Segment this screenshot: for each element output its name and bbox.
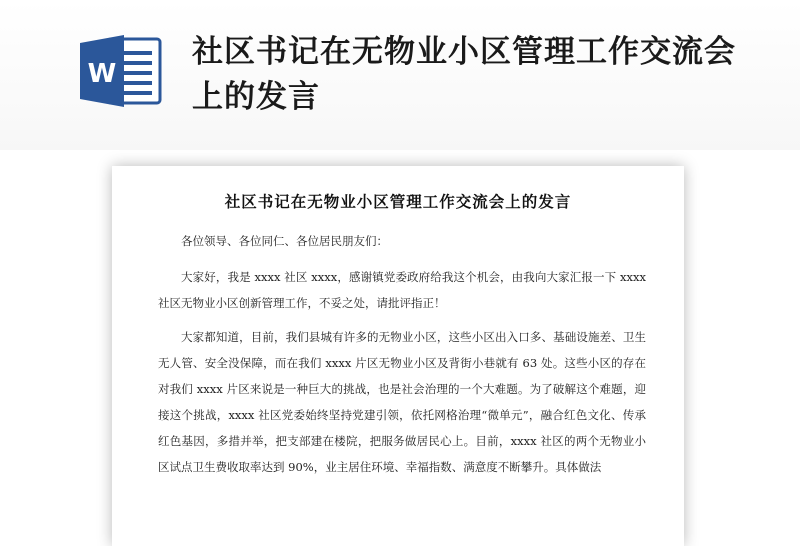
word-icon-letter: W [87,59,117,89]
paragraph-intro: 大家好，我是 xxxx 社区 xxxx，感谢镇党委政府给我这个机会，由我向大家汇报一下 xxxx 社区无物业小区创新管理工作，不妥之处，请批评指正！ [158,270,646,310]
paragraph-greeting: 各位领导、各位同仁、各位居民朋友们： [181,234,388,248]
word-icon [78,33,164,109]
document-body [158,228,646,488]
paragraph-main: 大家都知道，目前，我们县城有许多的无物业小区，这些小区出入口多、基础设施差、卫生无人管、安全没保障，而在我们 xxxx 片区无物业小区及背街小巷就有 63 处。这些小区的存在对我们 xxxx 片区来说是一种巨大的挑战，也是社会治理的一个大难题。为了破解这个难题，迎接这个挑战，xxxx 社区党委始终坚持党建引领，依托网格治理“微单元”，融合红色文化、传承红色基因，多措并举，把支部建在楼院，把服务做居民心上。目前，xxxx 社区的两个无物业小区试点卫生费收取率达到 90%，业主居住环境、幸福指数、满意度不断攀升。具体做法 [158,330,646,474]
document-page [112,166,684,546]
page-title: 社区书记在无物业小区管理工作交流会上的发言 [192,34,736,115]
document-title: 社区书记在无物业小区管理工作交流会上的发言 [224,192,572,211]
